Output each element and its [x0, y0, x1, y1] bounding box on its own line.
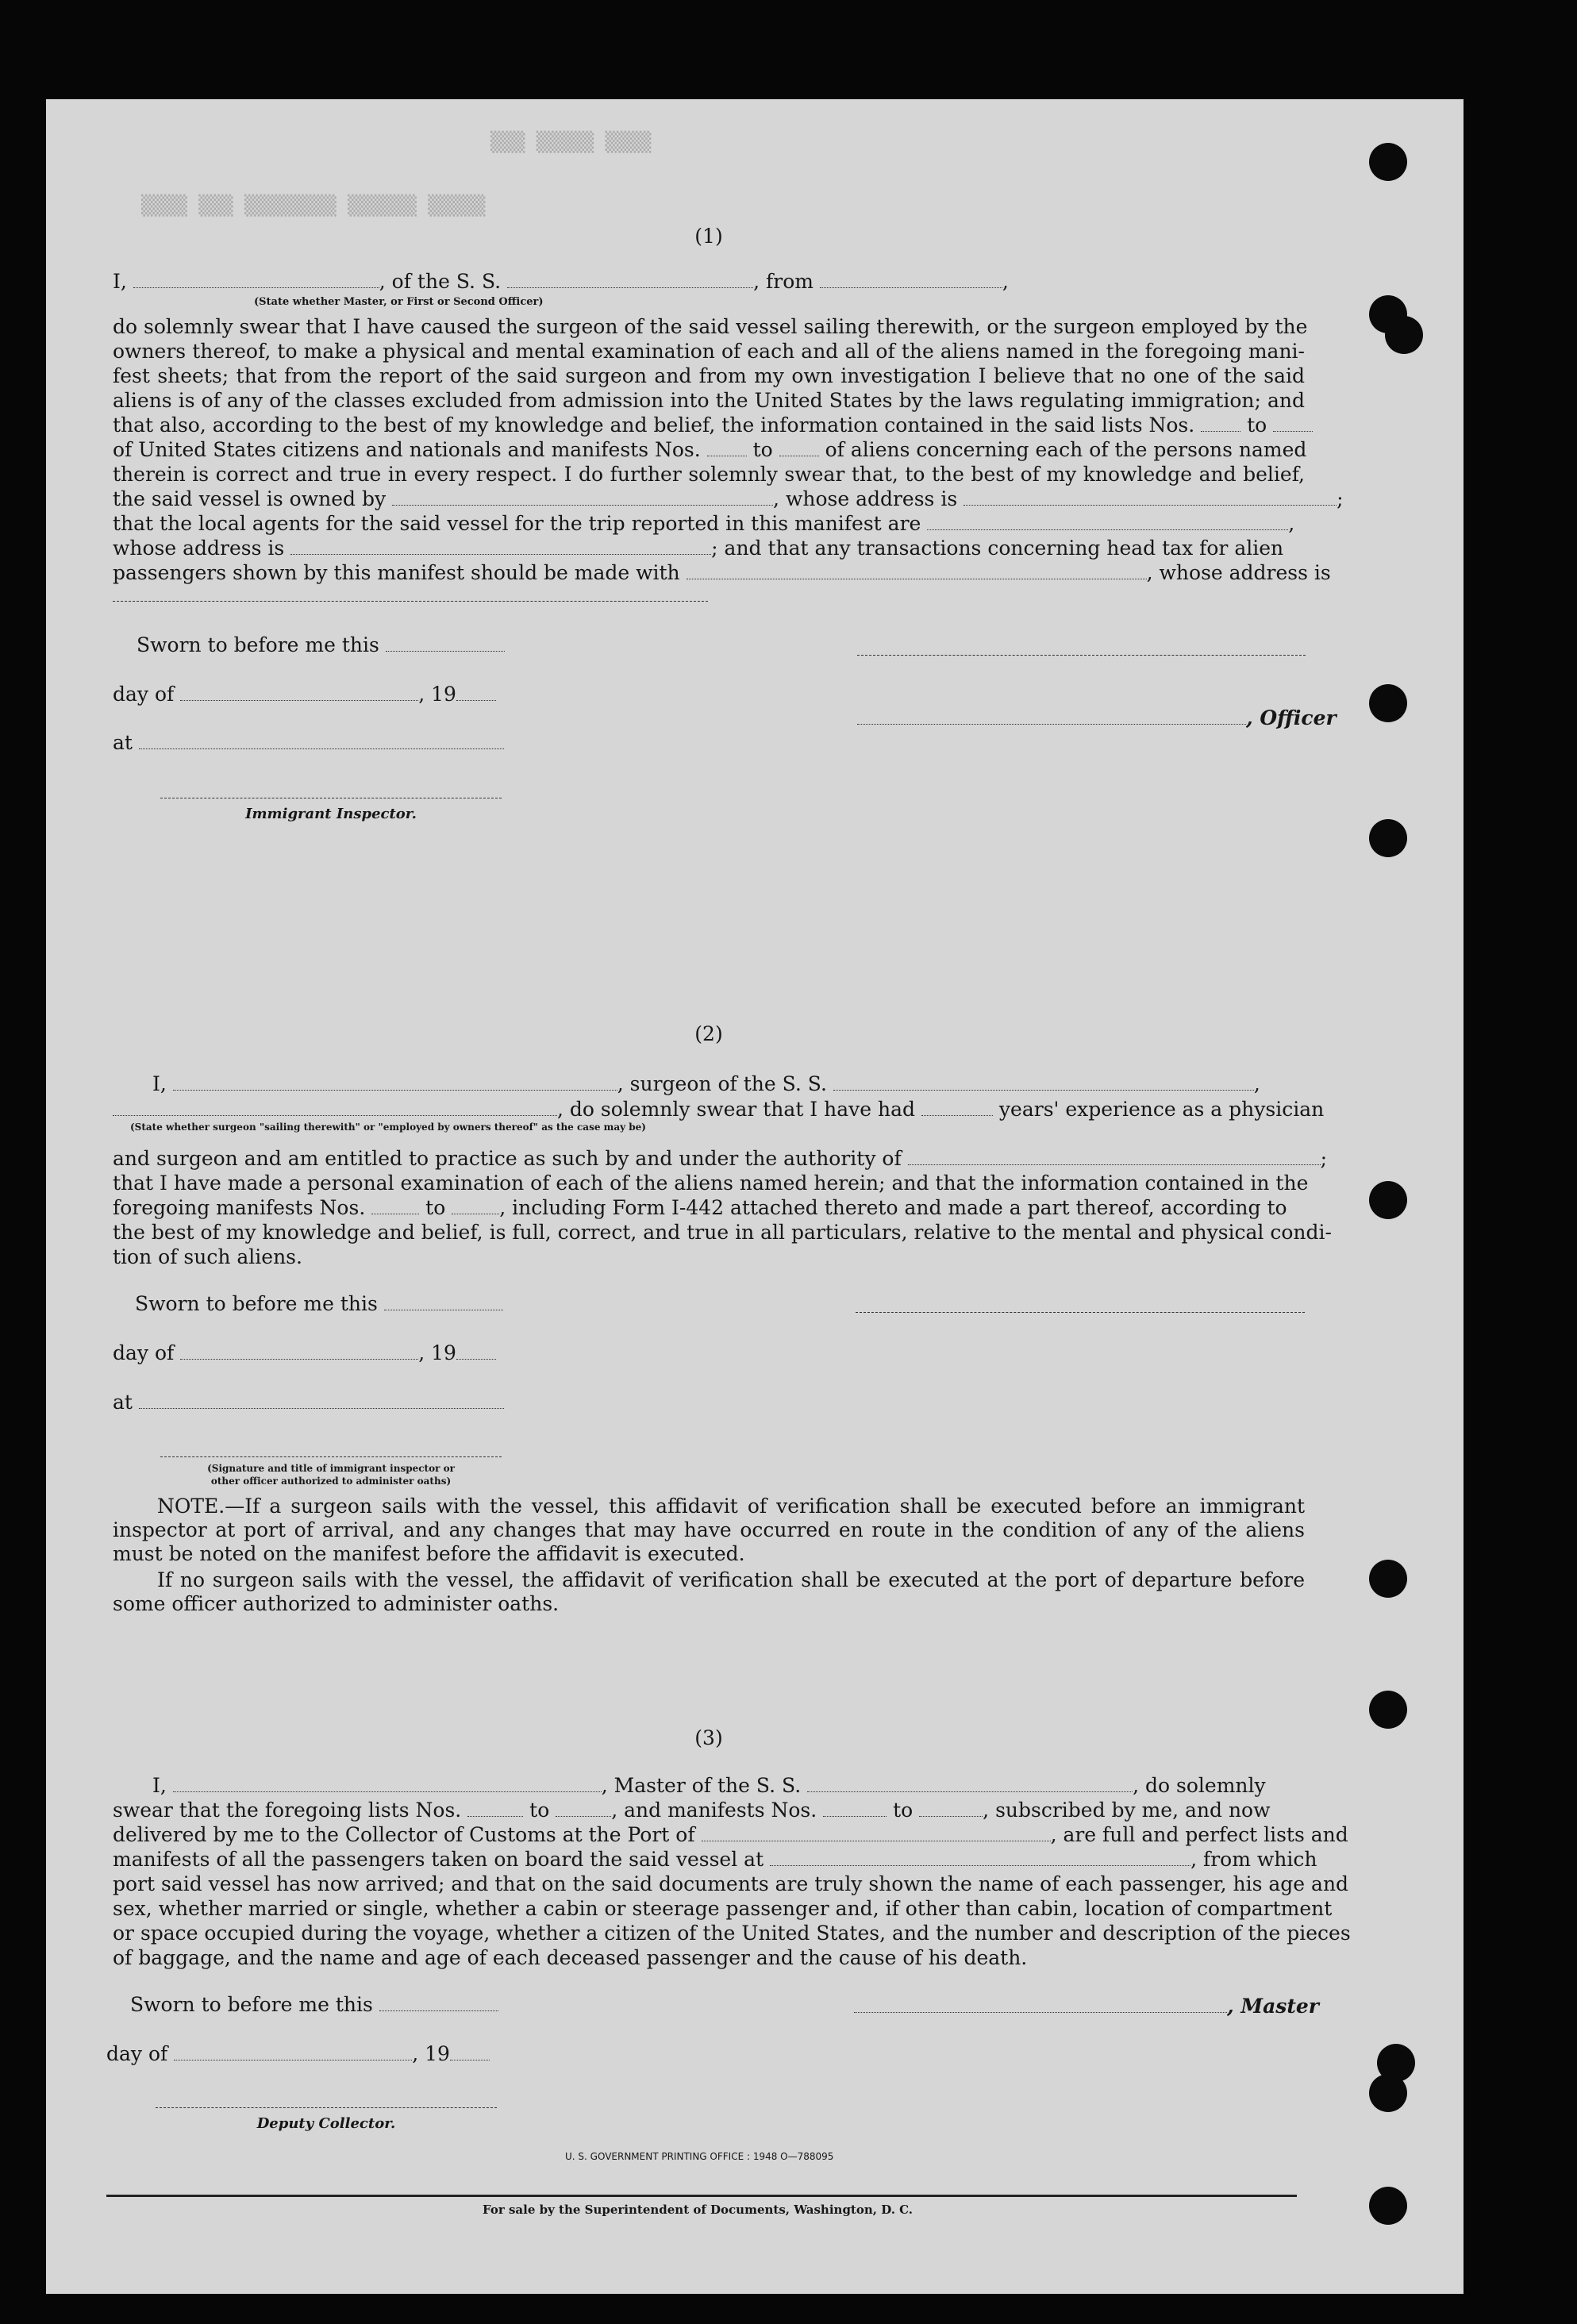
s1-text: the said vessel is owned by: [113, 487, 387, 510]
s1-text: of aliens concerning each of the persons named: [825, 438, 1307, 461]
s2-day-of-field[interactable]: [180, 1343, 418, 1360]
sworn-date-field[interactable]: [386, 635, 505, 652]
s3-line-6: sex, whether married or single, whether a cabin or steerage passenger and, if other than cabin, location of compartment: [113, 1897, 1333, 1920]
printer-imprint: U. S. GOVERNMENT PRINTING OFFICE : 1948 O—788095: [565, 2151, 834, 2162]
s1-text: , from: [753, 270, 814, 293]
year-field[interactable]: [456, 684, 496, 701]
manifests-from-field[interactable]: [707, 440, 747, 456]
s1-text: , 19: [418, 683, 456, 706]
section-number: (3): [694, 1726, 723, 1749]
footer-rule: [106, 2195, 1297, 2197]
address-continuation-field[interactable]: [113, 601, 708, 602]
s1-line-6: [113, 414, 1305, 437]
officer-label: , Officer: [1246, 706, 1337, 729]
s1-day-line: [113, 683, 589, 706]
surgeon-vessel-field[interactable]: [833, 1074, 1254, 1091]
s2-text: , including Form I-442 attached thereto and made a part thereof, according to: [499, 1196, 1287, 1219]
owner-field[interactable]: [392, 489, 773, 506]
port-field[interactable]: [702, 1825, 1051, 1841]
punch-hole: [1369, 1560, 1407, 1598]
officer-signature-line[interactable]: [857, 655, 1306, 656]
note-text: —If a surgeon sails with the vessel, this affidavit of verification shall be executed before an immigrant inspector at port of arrival, and any changes that may have occurred en route in the condition of any of the aliens must be noted on the manifest before the affidavit is executed.: [113, 1495, 1305, 1565]
punch-hole: [1369, 1691, 1407, 1729]
surgeon-status-field[interactable]: [113, 1099, 557, 1116]
s3-text: I,: [152, 1774, 167, 1797]
s1-line-7: [113, 438, 1305, 462]
s1-text: that the local agents for the said vessel for the trip reported in this manifest are: [113, 512, 921, 535]
s3-manifests-from-field[interactable]: [823, 1800, 887, 1817]
s3-line-4: [113, 1848, 1317, 1872]
s2-line-3: [113, 1147, 1328, 1171]
departure-port-field[interactable]: [770, 1849, 1190, 1866]
s1-text: day of: [113, 683, 175, 706]
s3-text: , are full and perfect lists and: [1050, 1823, 1348, 1846]
head-tax-party-field[interactable]: [687, 563, 1147, 579]
manifests-to-field[interactable]: [779, 440, 819, 456]
s1-text: that also, according to the best of my knowledge and belief, the information contained in the said lists Nos.: [113, 414, 1195, 437]
at-place-field[interactable]: [139, 733, 504, 749]
s1-text: , whose address is: [773, 487, 958, 510]
inspector-2-signature-line[interactable]: [160, 1456, 502, 1457]
s2-text: at: [113, 1391, 133, 1414]
s3-day-line: [106, 2042, 583, 2066]
s1-text: to: [1247, 414, 1267, 437]
s1-text: ;: [1337, 487, 1344, 510]
s3-sworn-date-field[interactable]: [379, 1995, 498, 2011]
inspector-caption: Immigrant Inspector.: [245, 806, 417, 822]
s2-line-1: [152, 1072, 1305, 1096]
from-port-field[interactable]: [820, 271, 1002, 288]
note-text: If no surgeon sails with the vessel, the affidavit of verification shall be executed at the port of departure before some officer authorized to administer oaths.: [113, 1568, 1305, 1615]
document-page: [46, 99, 1464, 2294]
punch-hole: [1369, 2074, 1407, 2112]
officer-name-field[interactable]: [857, 708, 1246, 725]
footer-text: For sale by the Superintendent of Documents, Washington, D. C.: [483, 2203, 914, 2217]
agents-address-field[interactable]: [290, 538, 711, 555]
s3-line-2: [113, 1799, 1305, 1822]
s3-line-3: [113, 1823, 1348, 1847]
s1-text: I,: [113, 270, 127, 293]
section-number: (1): [694, 225, 723, 248]
officer-caption: (State whether Master, or First or Second Officer): [254, 296, 544, 308]
s2-line-2: [113, 1098, 1325, 1122]
s2-manifests-to-field[interactable]: [452, 1198, 499, 1214]
punch-hole: [1369, 143, 1407, 181]
punch-hole: [1369, 1181, 1407, 1219]
punch-hole: [1369, 684, 1407, 722]
s1-text: of United States citizens and nationals and manifests Nos.: [113, 438, 701, 461]
lists-from-field[interactable]: [1201, 415, 1240, 432]
s3-text: , and manifests Nos.: [611, 1799, 817, 1822]
s1-text: ,: [1002, 270, 1009, 293]
s2-at-place-field[interactable]: [139, 1392, 504, 1409]
s2-text: Sworn to before me this: [135, 1292, 378, 1315]
s1-text: to: [752, 438, 773, 461]
s3-lists-to-field[interactable]: [556, 1800, 611, 1817]
officer-line: [857, 706, 1337, 730]
s2-line-4: that I have made a personal examination of each of the aliens named herein; and that the information contained in the: [113, 1172, 1309, 1195]
master-line: [854, 1995, 1319, 2018]
s1-text: whose address is: [113, 537, 285, 560]
s3-year-field[interactable]: [450, 2044, 490, 2060]
s2-text: , 19: [418, 1341, 456, 1364]
s3-text: to: [893, 1799, 914, 1822]
s3-line-8: of baggage, and the name and age of each deceased passenger and the cause of his death.: [113, 1946, 1028, 1969]
s1-line-3: owners thereof, to make a physical and mental examination of each and all of the aliens named in the foregoing mani-: [113, 340, 1305, 363]
note-paragraph-1: [113, 1495, 1305, 1566]
signature-caption-2: other officer authorized to administer oaths): [210, 1476, 452, 1487]
s1-text: passengers shown by this manifest should be made with: [113, 561, 680, 584]
s2-text: I,: [152, 1072, 167, 1095]
s3-line-5: port said vessel has now arrived; and that on the said documents are truly shown the name of each passenger, his age and: [113, 1872, 1349, 1895]
signature-caption-1: (Signature and title of immigrant inspector or: [207, 1463, 455, 1474]
s2-line-6: the best of my knowledge and belief, is full, correct, and true in all particulars, relative to the mental and physical condi-: [113, 1221, 1332, 1244]
s2-sworn-line: [135, 1292, 611, 1316]
s2-manifests-from-field[interactable]: [371, 1198, 419, 1214]
s1-text: , of the S. S.: [379, 270, 502, 293]
owner-address-field[interactable]: [964, 489, 1337, 506]
s3-text: , subscribed by me, and now: [983, 1799, 1271, 1822]
s2-text: day of: [113, 1341, 175, 1364]
s3-vessel-field[interactable]: [807, 1776, 1133, 1792]
s1-line-12: [113, 561, 1331, 585]
surgeon-signature-line[interactable]: [856, 1312, 1305, 1313]
s3-text: , do solemnly: [1133, 1774, 1266, 1797]
s3-line-7: or space occupied during the voyage, whether a citizen of the United States, and the number and description of the pieces: [113, 1922, 1351, 1945]
s1-line-2: do solemnly swear that I have caused the surgeon of the said vessel sailing therewith, or the surgeon employed by the: [113, 315, 1308, 338]
s1-line-11: [113, 537, 1305, 560]
s1-line-4: fest sheets; that from the report of the said surgeon and from my own investigation I believe that no one of the said: [113, 364, 1305, 387]
master-signature-field[interactable]: [854, 1996, 1227, 2013]
punch-hole: [1369, 819, 1407, 857]
deputy-signature-line[interactable]: [156, 2107, 497, 2108]
note-paragraph-2: [113, 1568, 1305, 1616]
s2-text: and surgeon and am entitled to practice as such by and under the authority of: [113, 1147, 902, 1170]
s1-text: Sworn to before me this: [137, 633, 379, 656]
lists-to-field[interactable]: [1273, 415, 1313, 432]
s3-text: swear that the foregoing lists Nos.: [113, 1799, 462, 1822]
s2-at-line: [113, 1391, 589, 1414]
s1-sworn-line: [137, 633, 613, 657]
s1-text: ,: [1288, 512, 1295, 535]
s1-line-1: [113, 270, 1305, 294]
s3-day-of-field[interactable]: [174, 2044, 412, 2060]
master-name-field[interactable]: [133, 271, 379, 288]
surgeon-name-field[interactable]: [173, 1074, 617, 1091]
s2-day-line: [113, 1341, 589, 1365]
s3-lists-from-field[interactable]: [467, 1800, 523, 1817]
deputy-caption: Deputy Collector.: [256, 2115, 396, 2132]
authority-field[interactable]: [908, 1149, 1321, 1165]
surgeon-caption: (State whether surgeon "sailing therewith" or "employed by owners thereof" as the case may be): [130, 1122, 646, 1133]
s3-manifests-to-field[interactable]: [919, 1800, 983, 1817]
local-agents-field[interactable]: [927, 514, 1288, 530]
s3-line-1: [152, 1774, 1305, 1798]
s1-text: ; and that any transactions concerning head tax for alien: [711, 537, 1284, 560]
punch-hole: [1369, 2187, 1407, 2225]
s1-line-10: [113, 512, 1305, 536]
bleed-through-text: ▒▒▒ ▒▒▒▒▒ ▒▒▒▒: [490, 131, 652, 153]
s3-text: manifests of all the passengers taken on board the said vessel at: [113, 1848, 764, 1871]
s2-line-7: tion of such aliens.: [113, 1245, 302, 1268]
bleed-through-text: ▒▒▒▒ ▒▒▒ ▒▒▒▒▒▒▒▒ ▒▒▒▒▒▒ ▒▒▒▒▒: [141, 194, 486, 217]
s3-text: Sworn to before me this: [130, 1993, 373, 2016]
s2-sworn-date-field[interactable]: [384, 1294, 503, 1310]
s3-text: delivered by me to the Collector of Customs at the Port of: [113, 1823, 695, 1846]
s2-text: ,: [1253, 1072, 1260, 1095]
s3-text: day of: [106, 2042, 168, 2065]
s2-text: ;: [1320, 1147, 1328, 1170]
s1-at-line: [113, 731, 589, 755]
s3-text: , from which: [1190, 1848, 1317, 1871]
s2-text: to: [425, 1196, 446, 1219]
note-label: NOTE.: [157, 1495, 225, 1518]
s1-text: at: [113, 731, 133, 754]
punch-hole: [1385, 316, 1423, 354]
s3-master-name-field[interactable]: [173, 1776, 602, 1792]
master-label: , Master: [1227, 1995, 1319, 2018]
s1-line-9: [113, 487, 1344, 511]
s2-line-5: [113, 1196, 1305, 1220]
vessel-name-field[interactable]: [507, 271, 753, 288]
s1-line-8: therein is correct and true in every respect. I do further solemnly swear that, to the best of my knowledge and belief,: [113, 463, 1305, 486]
s1-text: , whose address is: [1146, 561, 1331, 584]
s3-sworn-line: [130, 1993, 606, 2017]
s2-year-field[interactable]: [456, 1343, 496, 1360]
s2-text: years' experience as a physician: [998, 1098, 1325, 1121]
s3-text: to: [529, 1799, 550, 1822]
s2-text: , do solemnly swear that I have had: [557, 1098, 916, 1121]
s2-text: , surgeon of the S. S.: [617, 1072, 827, 1095]
years-experience-field[interactable]: [921, 1099, 993, 1116]
s1-line-5: aliens is of any of the classes excluded from admission into the United States by the laws regulating immigration; and: [113, 389, 1305, 412]
s2-text: foregoing manifests Nos.: [113, 1196, 366, 1219]
section-number: (2): [694, 1022, 723, 1045]
s3-text: , Master of the S. S.: [601, 1774, 802, 1797]
s3-text: , 19: [412, 2042, 450, 2065]
day-of-field[interactable]: [180, 684, 418, 701]
